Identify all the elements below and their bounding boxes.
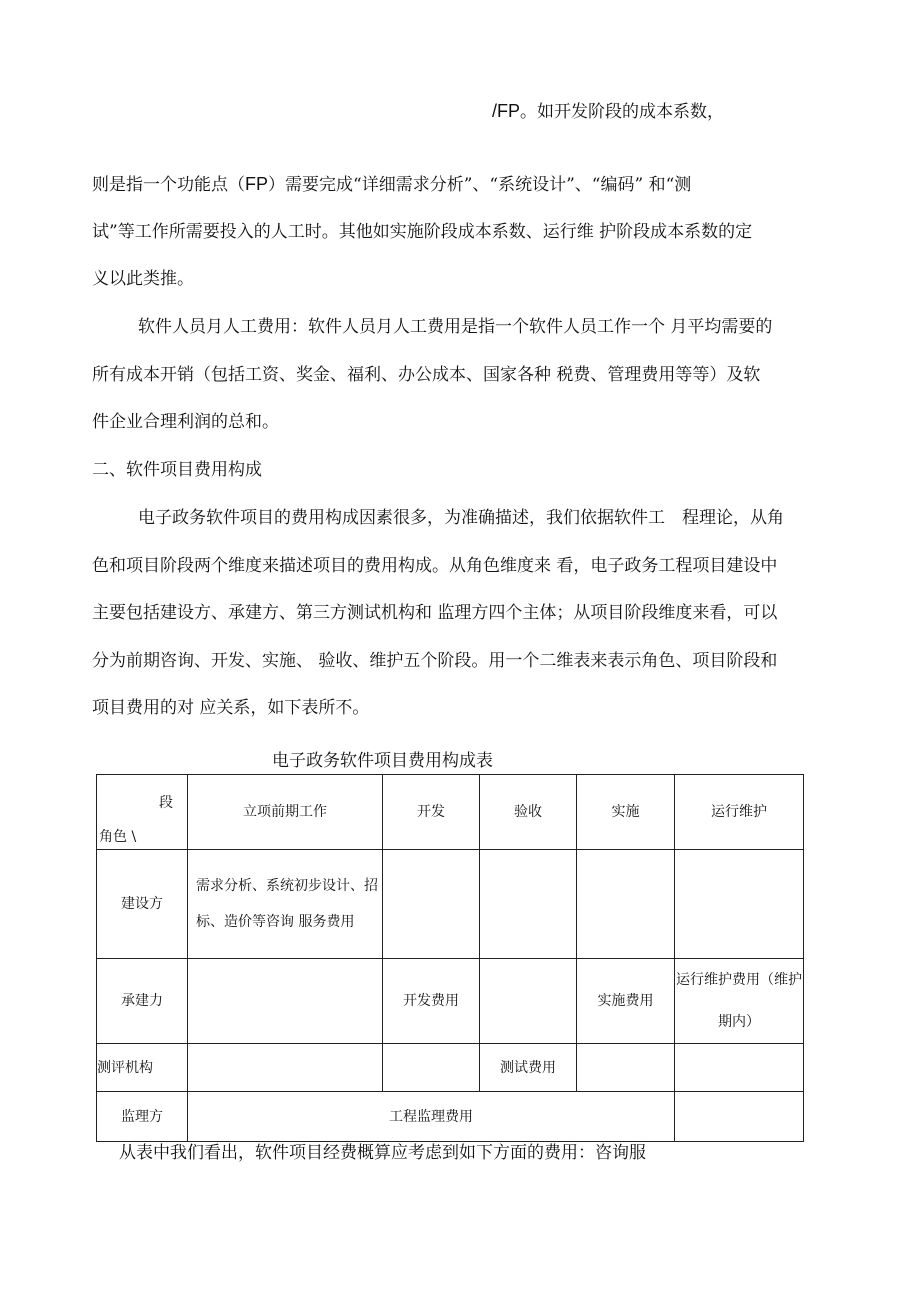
paragraph-line-3: 试”等工作所需要投入的人工时。其他如实施阶段成本系数、运行维 护阶段成本系数的定 xyxy=(92,222,753,242)
paragraph-line-7: 件企业合理利润的总和。 xyxy=(92,412,279,432)
table-cell xyxy=(188,1044,383,1092)
role-cell: 测评机构 xyxy=(97,1044,188,1092)
corner-role-label: 角色 \ xyxy=(99,829,137,845)
paragraph-line-2 xyxy=(92,173,691,196)
paragraph-line-11: 主要包括建设方、承建方、第三方测试机构和 监理方四个主体；从项目阶段维度来看，可以 xyxy=(92,603,778,623)
table-cell xyxy=(675,1044,804,1092)
header-cell: 验收 xyxy=(480,775,577,850)
table-cell: 开发费用 xyxy=(383,959,480,1044)
paragraph-line-4: 义以此类推。 xyxy=(92,269,194,289)
table-cell: 需求分析、系统初步设计、招标、造价等咨询 服务费用 xyxy=(188,850,383,959)
table-cell xyxy=(188,959,383,1044)
header-cell: 运行维护 xyxy=(675,775,804,850)
table-cell: 实施费用 xyxy=(577,959,675,1044)
table-cell: 测试费用 xyxy=(480,1044,577,1092)
role-cell: 建设方 xyxy=(97,850,188,959)
table-cell: 运行维护费用（维护期内） xyxy=(675,959,804,1044)
cost-table xyxy=(96,774,804,1142)
paragraph-line-5: 软件人员月人工费用：软件人员月人工费用是指一个软件人员工作一个 月平均需要的 xyxy=(138,317,773,337)
table-cell xyxy=(577,1044,675,1092)
merged-table-cell: 工程监理费用 xyxy=(188,1092,675,1142)
paragraph-line-1 xyxy=(492,100,724,123)
fp-abbr: /FP xyxy=(492,101,521,121)
paragraph-line-14: 从表中我们看出，软件项目经费概算应考虑到如下方面的费用：咨询服 xyxy=(119,1143,646,1163)
paragraph-line-6: 所有成本开销（包括工资、奖金、福利、办公成本、国家各种 税费、管理费用等等）及软 xyxy=(92,365,761,385)
table-caption: 电子政务软件项目费用构成表 xyxy=(272,751,493,771)
paragraph-text: ）需要完成“详细需求分析”、“系统设计”、“编码” 和“测 xyxy=(268,175,692,195)
role-cell: 承建力 xyxy=(97,959,188,1044)
paragraph-line-13: 项目费用的对 应关系，如下表所不。 xyxy=(92,698,370,718)
paragraph-line-9: 电子政务软件项目的费用构成因素很多，为准确描述，我们依据软件工 程理论，从角 xyxy=(138,508,784,528)
table-cell xyxy=(675,1092,804,1142)
table-row xyxy=(97,959,804,1044)
header-cell: 开发 xyxy=(383,775,480,850)
paragraph-text: 。如开发阶段的成本系数， xyxy=(520,102,725,122)
header-cell: 实施 xyxy=(577,775,675,850)
header-cell: 立项前期工作 xyxy=(188,775,383,850)
section-heading: 二、软件项目费用构成 xyxy=(92,460,262,480)
table-cell xyxy=(383,1044,480,1092)
table-row xyxy=(97,850,804,959)
paragraph-text: 则是指一个功能点（ xyxy=(92,175,245,195)
paragraph-line-10: 色和项目阶段两个维度来描述项目的费用构成。从角色维度来 看，电子政务工程项目建设中 xyxy=(92,556,778,576)
table-cell xyxy=(480,850,577,959)
table-cell xyxy=(480,959,577,1044)
table-row xyxy=(97,1044,804,1092)
table-cell xyxy=(383,850,480,959)
corner-stage-label: 段 xyxy=(159,795,173,811)
corner-cell xyxy=(97,775,188,850)
table-row xyxy=(97,1092,804,1142)
table-cell xyxy=(577,850,675,959)
paragraph-line-12: 分为前期咨询、开发、实施、 验收、维护五个阶段。用一个二维表来表示角色、项目阶段和 xyxy=(92,651,778,671)
table-cell xyxy=(675,850,804,959)
fp-abbr: FP xyxy=(245,174,269,194)
role-cell: 监理方 xyxy=(97,1092,188,1142)
table-header-row xyxy=(97,775,804,850)
